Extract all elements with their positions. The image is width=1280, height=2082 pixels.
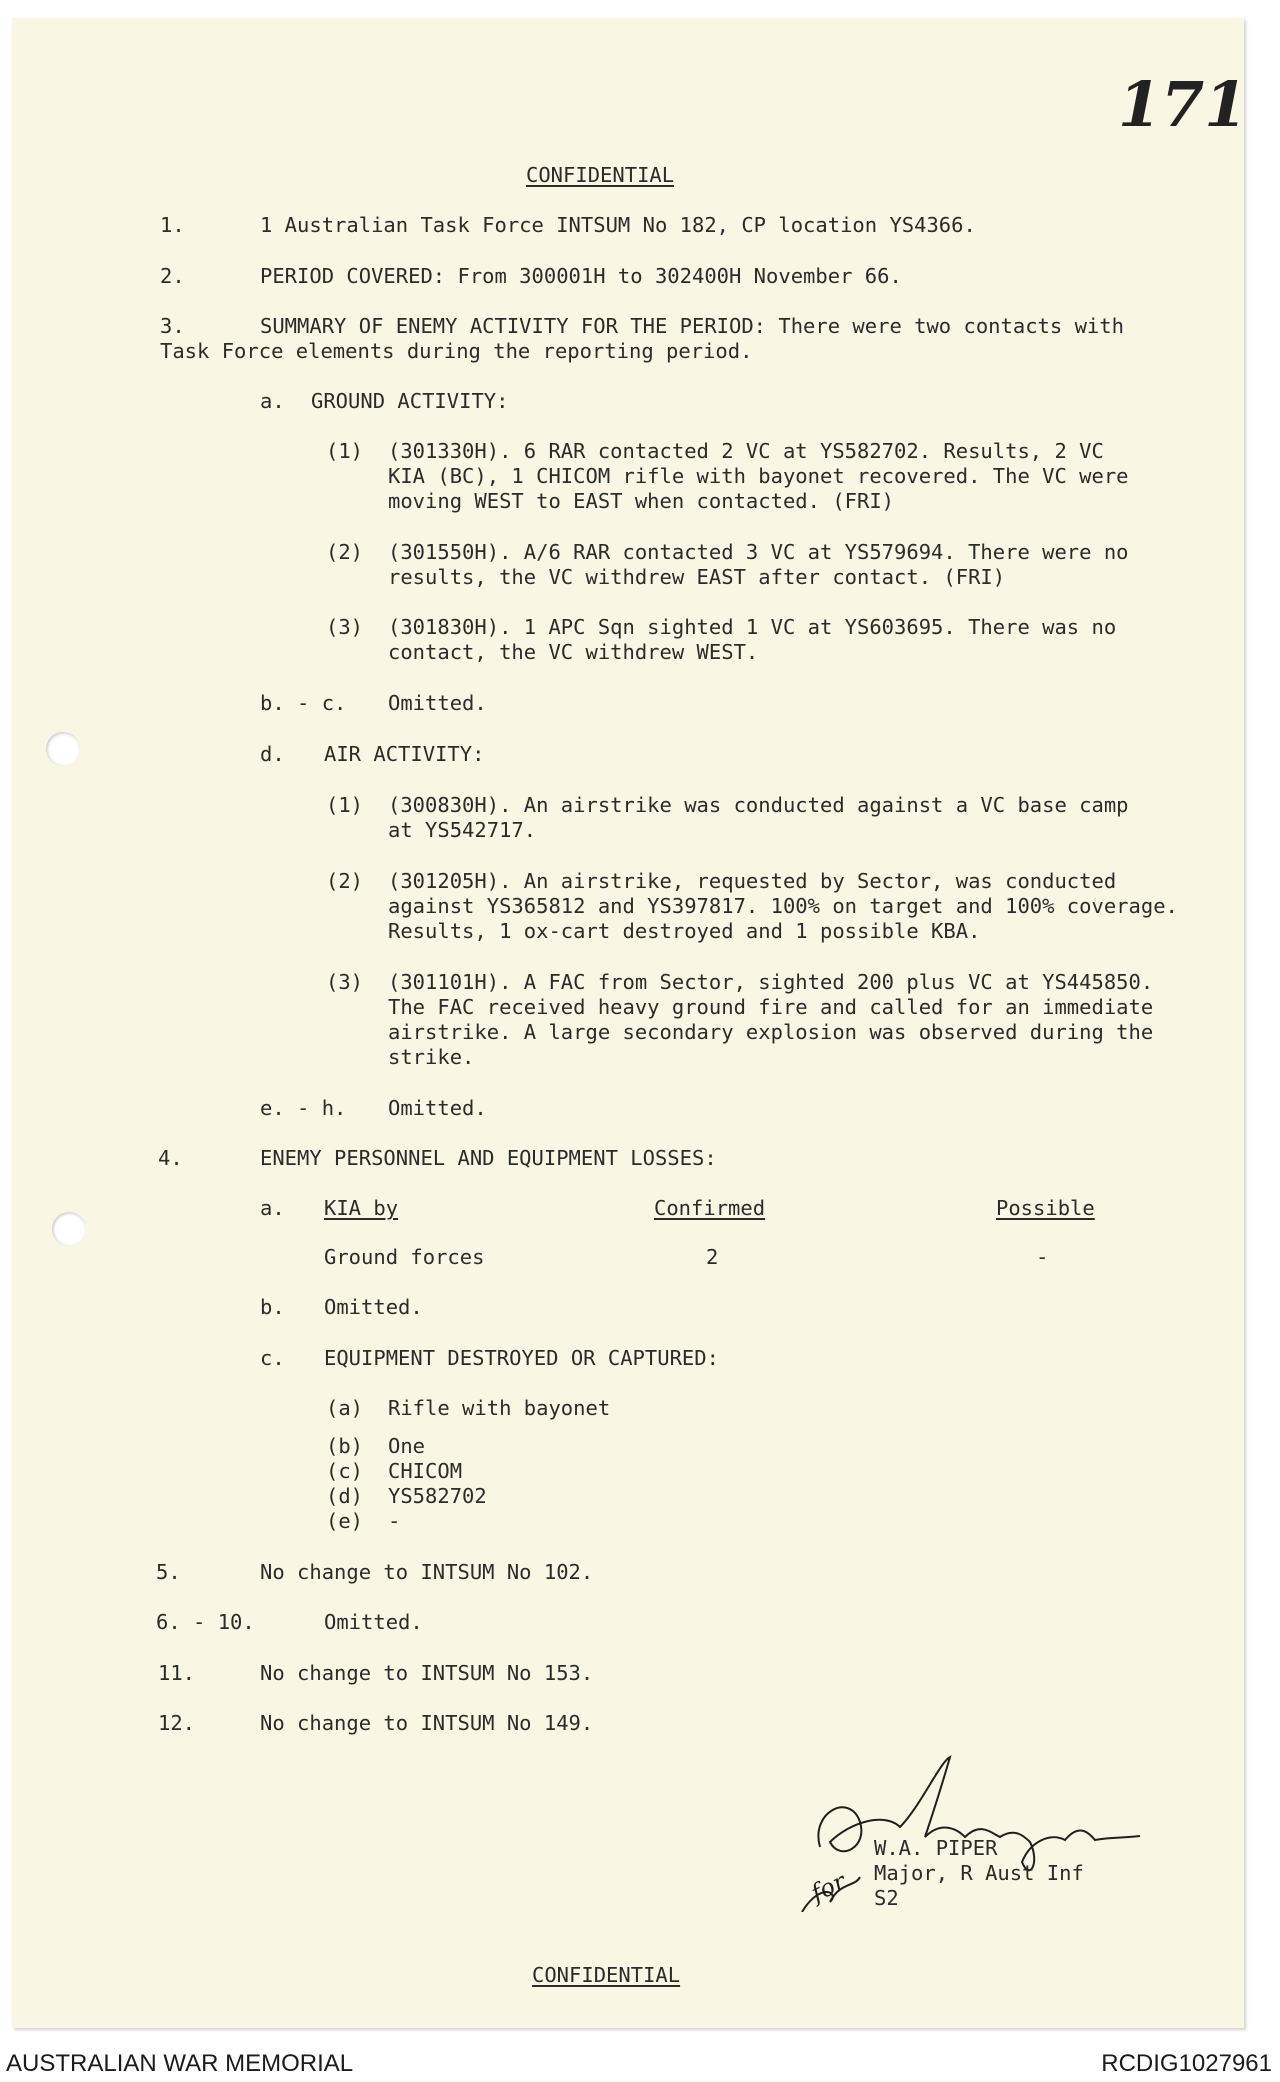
air-entry-2-line: against YS365812 and YS397817. 100% on target and 100% coverage.	[388, 894, 1178, 918]
item-3eh-text: Omitted.	[388, 1096, 487, 1120]
ground-entry-1-line: moving WEST to EAST when contacted. (FRI)	[388, 489, 895, 513]
item-1-text: 1 Australian Task Force INTSUM No 182, CP location YS4366.	[260, 213, 976, 237]
item-4b-label: b.	[260, 1295, 285, 1319]
classification-header: CONFIDENTIAL	[526, 163, 675, 187]
item-4a-label: a.	[260, 1196, 285, 1220]
kia-column-header: KIA by	[324, 1196, 399, 1220]
air-entry-3-line: airstrike. A large secondary explosion was observed during the	[388, 1020, 1154, 1044]
equipment-value: CHICOM	[388, 1459, 463, 1483]
air-entry-3-line: The FAC received heavy ground fire and called for an immediate	[388, 995, 1154, 1019]
archive-id: RCDIG1027961	[1101, 2050, 1272, 2077]
ground-entry-3-line: (301830H). 1 APC Sqn sighted 1 VC at YS603695. There was no	[388, 615, 1117, 639]
ground-entry-1-line: KIA (BC), 1 CHICOM rifle with bayonet recovered. The VC were	[388, 464, 1129, 488]
confirmed-column-header: Confirmed	[654, 1196, 766, 1220]
ground-entry-1-number: (1)	[326, 439, 364, 463]
item-11-text: No change to INTSUM No 153.	[260, 1661, 594, 1685]
item-3-line-2: Task Force elements during the reporting period.	[160, 339, 753, 363]
ground-activity-heading: GROUND ACTIVITY:	[311, 389, 509, 413]
equipment-key: (d)	[326, 1484, 364, 1508]
equipment-value: Rifle with bayonet	[388, 1396, 611, 1420]
equipment-key: (c)	[326, 1459, 364, 1483]
item-4b-text: Omitted.	[324, 1295, 423, 1319]
equipment-value: -	[388, 1509, 401, 1533]
item-2-number: 2.	[160, 264, 185, 288]
air-activity-heading: AIR ACTIVITY:	[324, 742, 485, 766]
item-1-number: 1.	[160, 213, 185, 237]
item-3a-label: a.	[260, 389, 285, 413]
punch-hole-top	[46, 732, 80, 766]
possible-column-header: Possible	[996, 1196, 1095, 1220]
signatory-name: W.A. PIPER	[874, 1836, 998, 1860]
item-3eh-label: e. - h.	[260, 1096, 347, 1120]
folio-number: 171	[1118, 68, 1248, 141]
item-12-text: No change to INTSUM No 149.	[260, 1711, 594, 1735]
possible-value: -	[1036, 1245, 1049, 1269]
air-entry-3-number: (3)	[326, 970, 364, 994]
ground-entry-2-line: results, the VC withdrew EAST after contact. (FRI)	[388, 565, 1006, 589]
item-3bc-label: b. - c.	[260, 691, 347, 715]
air-entry-2-line: (301205H). An airstrike, requested by Sector, was conducted	[388, 869, 1117, 893]
item-12-number: 12.	[158, 1711, 196, 1735]
item-5-text: No change to INTSUM No 102.	[260, 1560, 594, 1584]
punch-hole-bottom	[52, 1212, 86, 1246]
item-6-10-number: 6. - 10.	[156, 1610, 255, 1634]
handwritten-signature	[790, 1752, 1150, 1912]
signatory-position: S2	[874, 1886, 899, 1910]
item-6-10-text: Omitted.	[324, 1610, 423, 1634]
equipment-value: YS582702	[388, 1484, 487, 1508]
equipment-key: (a)	[326, 1396, 364, 1420]
item-11-number: 11.	[158, 1661, 196, 1685]
item-3-line-1: SUMMARY OF ENEMY ACTIVITY FOR THE PERIOD: There were two contacts with	[260, 314, 1124, 338]
equipment-key: (e)	[326, 1509, 364, 1533]
item-5-number: 5.	[156, 1560, 181, 1584]
equipment-value: One	[388, 1434, 426, 1458]
ground-entry-2-line: (301550H). A/6 RAR contacted 3 VC at YS579694. There were no	[388, 540, 1129, 564]
item-3d-label: d.	[260, 742, 285, 766]
equipment-heading: EQUIPMENT DESTROYED OR CAPTURED:	[324, 1346, 719, 1370]
ground-entry-3-line: contact, the VC withdrew WEST.	[388, 640, 759, 664]
air-entry-1-line: (300830H). An airstrike was conducted against a VC base camp	[388, 793, 1129, 817]
item-3-number: 3.	[160, 314, 185, 338]
signatory-rank: Major, R Aust Inf	[874, 1861, 1084, 1885]
ground-entry-1-line: (301330H). 6 RAR contacted 2 VC at YS582702. Results, 2 VC	[388, 439, 1104, 463]
air-entry-3-line: strike.	[388, 1045, 475, 1069]
classification-footer: CONFIDENTIAL	[532, 1963, 681, 1987]
equipment-key: (b)	[326, 1434, 364, 1458]
item-4-number: 4.	[158, 1146, 183, 1170]
air-entry-1-line: at YS542717.	[388, 818, 537, 842]
air-entry-2-number: (2)	[326, 869, 364, 893]
air-entry-3-line: (301101H). A FAC from Sector, sighted 200 plus VC at YS445850.	[388, 970, 1154, 994]
air-entry-2-line: Results, 1 ox-cart destroyed and 1 possible KBA.	[388, 919, 981, 943]
losses-heading: ENEMY PERSONNEL AND EQUIPMENT LOSSES:	[260, 1146, 717, 1170]
item-2-text: PERIOD COVERED: From 300001H to 302400H November 66.	[260, 264, 902, 288]
ground-entry-3-number: (3)	[326, 615, 364, 639]
for-mark: for	[806, 1867, 851, 1908]
archive-label: AUSTRALIAN WAR MEMORIAL	[6, 2050, 354, 2077]
confirmed-value: 2	[706, 1245, 719, 1269]
air-entry-1-number: (1)	[326, 793, 364, 817]
item-4c-label: c.	[260, 1346, 285, 1370]
ground-forces-label: Ground forces	[324, 1245, 485, 1269]
ground-entry-2-number: (2)	[326, 540, 364, 564]
item-3bc-text: Omitted.	[388, 691, 487, 715]
